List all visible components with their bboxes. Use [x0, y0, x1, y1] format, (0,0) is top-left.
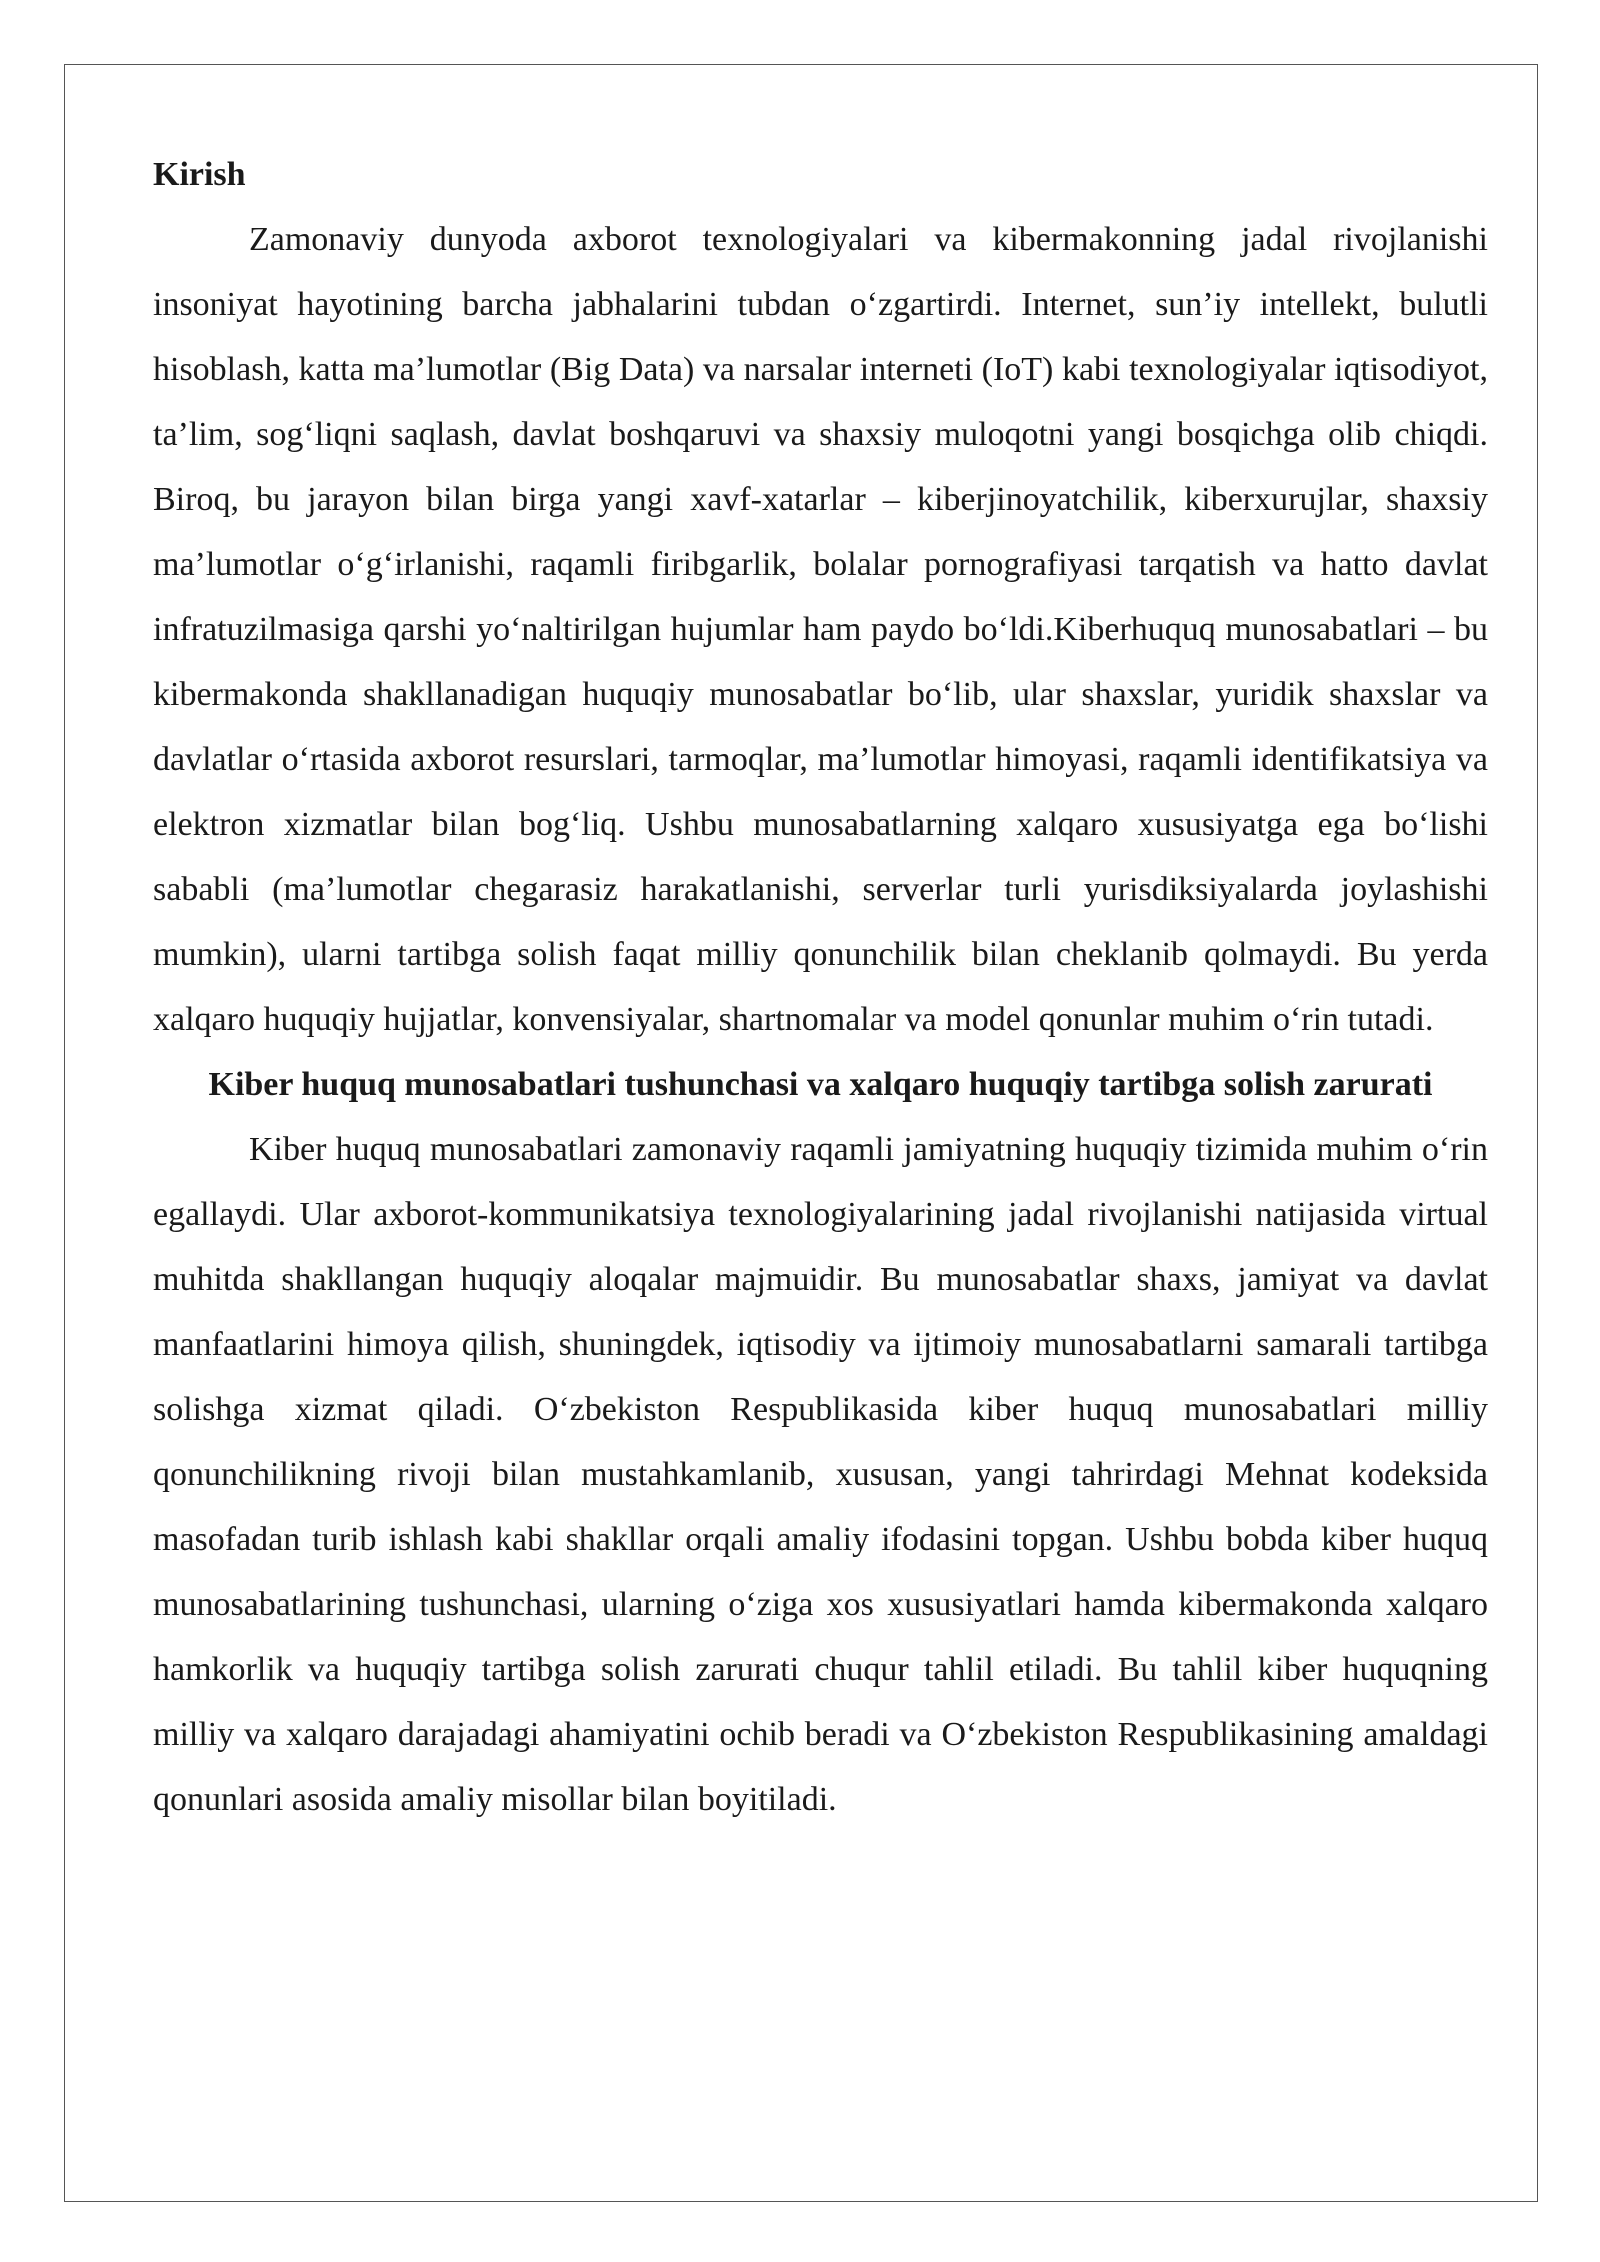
- section-heading: Kiber huquq munosabatlari tushunchasi va xalqaro huquqiy tartibga solish zarurati: [208, 1066, 1433, 1103]
- document-body: [153, 142, 1488, 1832]
- intro-paragraph: Zamonaviy dunyoda axborot texnologiyalari va kibermakonning jadal rivojlanishi insoniyat hayotining barcha jabhalarini tubdan o‘zgartirdi. Internet, sun’iy intellekt, bulutli hisoblash, katta ma’lumotlar (Big Data) va narsalar interneti (IoT) kabi texnologiyalar iqtisodiyot, ta’lim, sog‘liqni saqlash, davlat boshqaruvi va shaxsiy muloqotni yangi bosqichga olib chiqdi. Biroq, bu jarayon bilan birga yangi xavf-xatarlar – kiberjinoyatchilik, kiberxurujlar, shaxsiy ma’lumotlar o‘g‘irlanishi, raqamli firibgarlik, bolalar pornografiyasi tarqatish va hatto davlat infratuzilmasiga qarshi yo‘naltirilgan hujumlar ham paydo bo‘ldi.Kiberhuquq munosabatlari – bu kibermakonda shakllanadigan huquqiy munosabatlar bo‘lib, ular shaxslar, yuridik shaxslar va davlatlar o‘rtasida axborot resurslari, tarmoqlar, ma’lumotlar himoyasi, raqamli identifikatsiya va elektron xizmatlar bilan bog‘liq. Ushbu munosabatlarning xalqaro xususiyatga ega bo‘lishi sababli (ma’lumotlar chegarasiz harakatlanishi, serverlar turli yurisdiksiyalarda joylashishi mumkin), ularni tartibga solish faqat milliy qonunchilik bilan cheklanib qolmaydi. Bu yerda xalqaro huquqiy hujjatlar, konvensiyalar, shartnomalar va model qonunlar muhim o‘rin tutadi.: [153, 221, 1488, 1038]
- section-paragraph: Kiber huquq munosabatlari zamonaviy raqamli jamiyatning huquqiy tizimida muhim o‘rin egallaydi. Ular axborot-kommunikatsiya texnologiyalarining jadal rivojlanishi natijasida virtual muhitda shakllangan huquqiy aloqalar majmuidir. Bu munosabatlar shaxs, jamiyat va davlat manfaatlarini himoya qilish, shuningdek, iqtisodiy va ijtimoiy munosabatlarni samarali tartibga solishga xizmat qiladi. O‘zbekiston Respublikasida kiber huquq munosabatlari milliy qonunchilikning rivoji bilan mustahkamlanib, xususan, yangi tahrirdagi Mehnat kodeksida masofadan turib ishlash kabi shakllar orqali amaliy ifodasini topgan. Ushbu bobda kiber huquq munosabatlarining tushunchasi, ularning o‘ziga xos xususiyatlari hamda kibermakonda xalqaro hamkorlik va huquqiy tartibga solish zarurati chuqur tahlil etiladi. Bu tahlil kiber huquqning milliy va xalqaro darajadagi ahamiyatini ochib beradi va O‘zbekiston Respublikasining amaldagi qonunlari asosida amaliy misollar bilan boyitiladi.: [153, 1131, 1488, 1818]
- intro-heading: Kirish: [153, 156, 246, 193]
